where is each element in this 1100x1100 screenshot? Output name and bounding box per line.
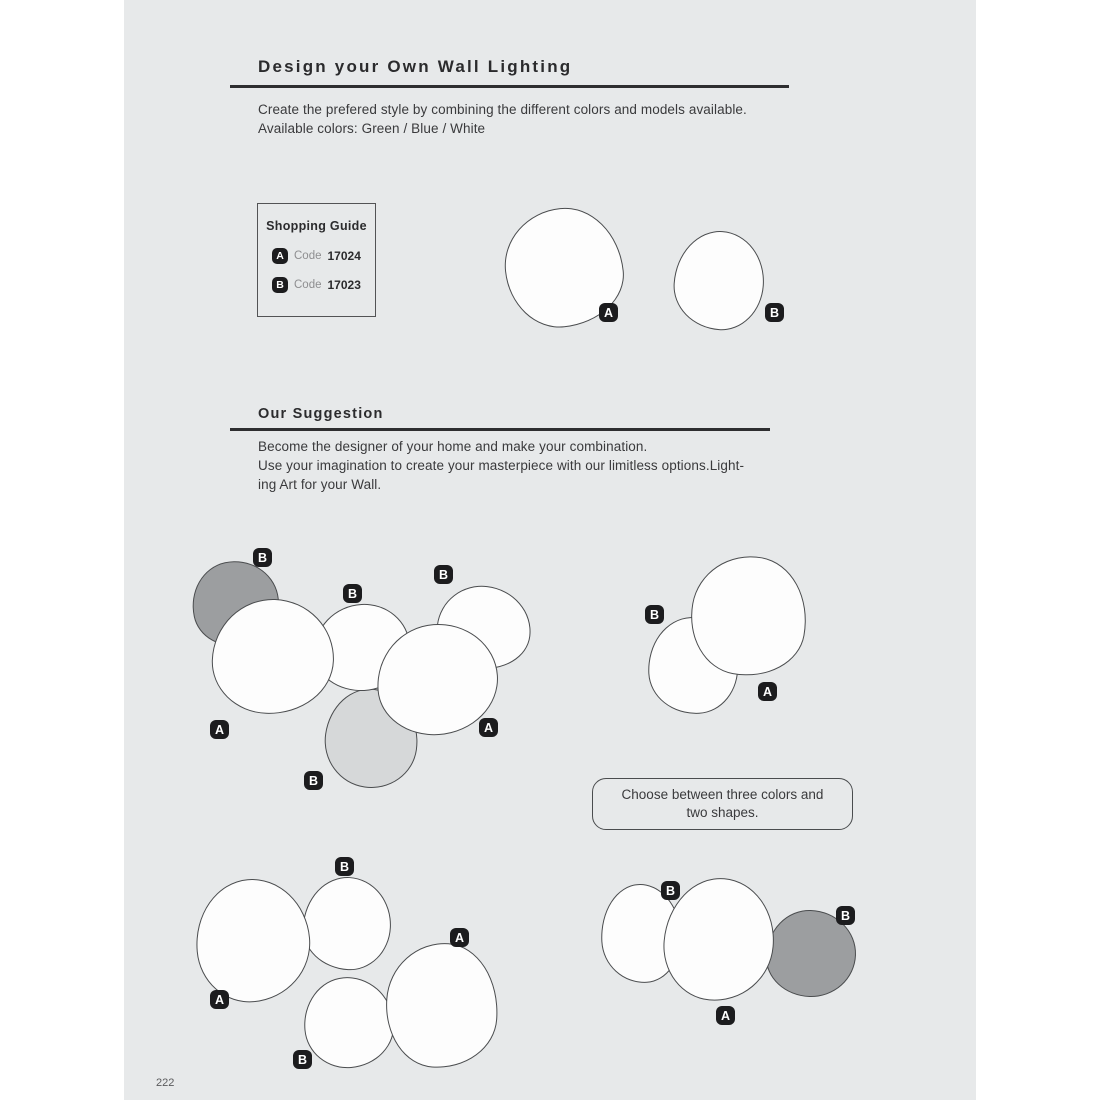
title-rule <box>230 85 789 88</box>
label-badge-b: B <box>661 881 680 900</box>
label-badge-b: B <box>434 565 453 584</box>
label-badge-b: B <box>645 605 664 624</box>
label-badge-a-icon: A <box>272 248 288 264</box>
label-badge-a: A <box>716 1006 735 1025</box>
suggestion-line-1: Become the designer of your home and make your combination. <box>258 439 648 454</box>
code-label: Code <box>294 279 322 291</box>
label-badge-b: B <box>335 857 354 876</box>
intro-text <box>258 100 747 138</box>
callout-box <box>592 778 853 830</box>
page-title: Design your Own Wall Lighting <box>258 57 573 76</box>
code-label: Code <box>294 250 322 262</box>
label-badge-b: B <box>836 906 855 925</box>
code-value-b: 17023 <box>327 278 361 292</box>
suggestion-rule <box>230 428 770 431</box>
label-badge-a: A <box>210 720 229 739</box>
label-badge-b: B <box>304 771 323 790</box>
label-badge-b: B <box>293 1050 312 1069</box>
label-badge-b: B <box>343 584 362 603</box>
callout-line-2: two shapes. <box>686 805 759 820</box>
intro-line-2: Available colors: Green / Blue / White <box>258 121 486 136</box>
shopping-guide-title: Shopping Guide <box>266 219 367 233</box>
label-badge-a: A <box>210 990 229 1009</box>
label-badge-b-icon: B <box>272 277 288 293</box>
label-badge-a: A <box>479 718 498 737</box>
suggestion-title: Our Suggestion <box>258 406 384 422</box>
suggestion-text <box>258 437 744 494</box>
suggestion-line-2: Use your imagination to create your masterpiece with our limitless options.Light- <box>258 458 745 473</box>
intro-line-1: Create the prefered style by combining the different colors and models available. <box>258 102 747 117</box>
label-badge-a: A <box>599 303 618 322</box>
suggestion-line-3: ing Art for your Wall. <box>258 477 382 492</box>
callout-line-1: Choose between three colors and <box>621 787 824 802</box>
shopping-guide-row-b <box>272 277 361 293</box>
page-number: 222 <box>156 1077 175 1089</box>
label-badge-a: A <box>450 928 469 947</box>
label-badge-b: B <box>765 303 784 322</box>
label-badge-a: A <box>758 682 777 701</box>
label-badge-b: B <box>253 548 272 567</box>
code-value-a: 17024 <box>327 249 361 263</box>
shopping-guide-box <box>257 203 376 317</box>
shopping-guide-row-a <box>272 248 361 264</box>
